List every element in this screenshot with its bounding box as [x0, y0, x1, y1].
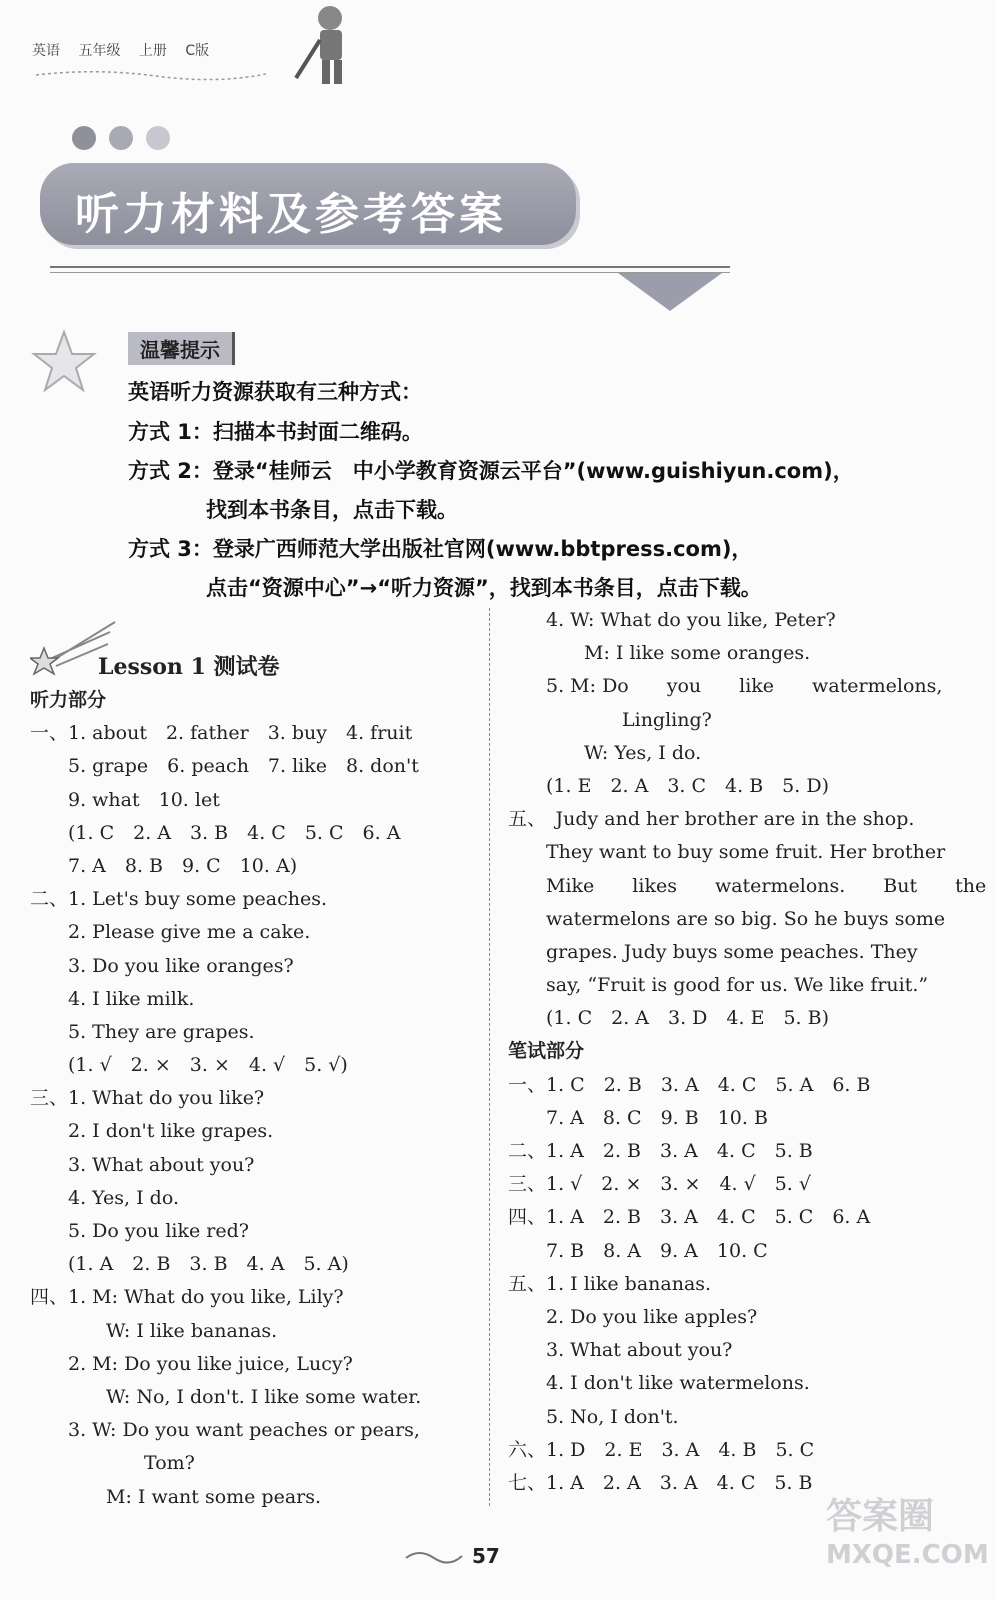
- answer-line: 4. W: What do you like, Peter?: [508, 609, 836, 631]
- answer-line: 7. A 8. C 9. B 10. B: [508, 1106, 768, 1129]
- answer-line: 4. I don't like watermelons.: [508, 1372, 810, 1395]
- tip-line: 方式 2：登录“桂师云 中小学教育资源云平台”(www.guishiyun.com)，: [128, 459, 854, 483]
- answer-line: (1. √ 2. × 3. × 4. √ 5. √): [30, 1054, 348, 1077]
- star-icon: [30, 328, 98, 396]
- answer-line: 一、1. about 2. father 3. buy 4. fruit: [30, 722, 413, 745]
- answer-line: 3. What about you?: [508, 1339, 733, 1362]
- answer-line: Mike likes watermelons. But the: [508, 874, 987, 897]
- right-answer-column: [508, 604, 987, 1500]
- answer-line: 4. I like milk.: [30, 987, 195, 1010]
- answer-line: W: No, I don't. I like some water.: [30, 1385, 422, 1408]
- answer-line: 五、1. I like bananas.: [508, 1272, 712, 1295]
- answer-line: 三、1. √ 2. × 3. × 4. √ 5. √: [508, 1173, 811, 1196]
- header-edition: C版: [185, 43, 210, 59]
- answer-line: 5. They are grapes.: [30, 1020, 255, 1043]
- answer-line: 三、1. What do you like?: [30, 1087, 265, 1110]
- answer-line: 2. M: Do you like juice, Lucy?: [30, 1352, 353, 1375]
- divider: [50, 266, 730, 268]
- sparkle-trail-icon: [36, 68, 266, 82]
- watermark: MXQE.COM: [826, 1540, 989, 1570]
- answer-line: 4. Yes, I do.: [30, 1186, 179, 1209]
- header-volume: 上册: [138, 43, 167, 59]
- tip-line: 找到本书条目，点击下载。: [206, 498, 458, 522]
- answer-line: watermelons are so big. So he buys some: [508, 907, 946, 930]
- watermark: 答案圈: [826, 1496, 935, 1537]
- answer-line: They want to buy some fruit. Her brother: [508, 841, 946, 864]
- running-header: [32, 40, 223, 60]
- answer-line: 六、1. D 2. E 3. A 4. B 5. C: [508, 1438, 815, 1461]
- section-heading: 笔试部分: [508, 1040, 585, 1063]
- lesson-title: Lesson 1 测试卷: [98, 654, 280, 680]
- page-title: 听力材料及参考答案: [75, 189, 507, 240]
- answer-line: Lingling?: [508, 708, 712, 731]
- tip-label: 温馨提示: [128, 332, 235, 365]
- left-answer-column: [30, 684, 480, 1514]
- answer-line: W: I like bananas.: [30, 1319, 278, 1342]
- answer-line: (1. E 2. A 3. C 4. B 5. D): [508, 774, 829, 797]
- answer-line: (1. C 2. A 3. B 4. C 5. C 6. A: [30, 821, 401, 844]
- answer-line: 7. B 8. A 9. A 10. C: [508, 1239, 768, 1262]
- answer-line: (1. A 2. B 3. B 4. A 5. A): [30, 1253, 349, 1276]
- answer-line: 四、1. M: What do you like, Lily?: [30, 1286, 344, 1309]
- answer-line: 3. Do you like oranges?: [30, 954, 294, 977]
- answer-line: M: I want some pears.: [30, 1485, 322, 1508]
- triangle-marker-icon: [618, 273, 722, 311]
- answer-line: 一、1. C 2. B 3. A 4. C 5. A 6. B: [508, 1073, 871, 1096]
- answer-line: 二、1. Let's buy some peaches.: [30, 888, 327, 911]
- answer-line: 2. Please give me a cake.: [30, 921, 311, 944]
- dot-icon: [109, 126, 133, 150]
- footer-ornament-icon: [404, 1546, 464, 1566]
- header-grade: 五年级: [78, 43, 121, 59]
- answer-line: 5. No, I don't.: [508, 1405, 679, 1428]
- decorative-dots: [72, 126, 178, 154]
- answer-line: 二、1. A 2. B 3. A 4. C 5. B: [508, 1140, 813, 1162]
- answer-line: 3. What about you?: [30, 1153, 255, 1176]
- tip-line: 英语听力资源获取有三种方式：: [128, 380, 422, 404]
- answer-line: 5. Do you like red?: [30, 1220, 249, 1242]
- answer-line: 5. M: Do you like watermelons,: [508, 675, 943, 698]
- tip-line: 点击“资源中心”→“听力资源”，找到本书条目，点击下载。: [206, 576, 762, 600]
- tip-line: 方式 3：登录广西师范大学出版社官网(www.bbtpress.com)，: [128, 537, 753, 561]
- tip-line: 方式 1：扫描本书封面二维码。: [128, 420, 423, 444]
- answer-line: (1. C 2. A 3. D 4. E 5. B): [508, 1007, 829, 1030]
- page-number: 57: [472, 1544, 500, 1568]
- answer-line: 2. Do you like apples?: [508, 1305, 758, 1328]
- section-heading: 听力部分: [30, 689, 107, 711]
- answer-line: 2. I don't like grapes.: [30, 1120, 274, 1143]
- answer-line: Tom?: [30, 1452, 195, 1475]
- answer-line: 3. W: Do you want peaches or pears,: [30, 1419, 420, 1442]
- answer-line: 四、1. A 2. B 3. A 4. C 5. C 6. A: [508, 1206, 871, 1229]
- dot-icon: [146, 126, 170, 150]
- answer-line: say, “Fruit is good for us. We like fruit.”: [508, 974, 929, 997]
- answer-line: M: I like some oranges.: [508, 642, 811, 665]
- answer-line: 9. what 10. let: [30, 788, 220, 811]
- answer-line: 5. grape 6. peach 7. like 8. don't: [30, 755, 419, 778]
- column-divider: [489, 608, 490, 1506]
- answer-line: 五、 Judy and her brother are in the shop.: [508, 808, 915, 831]
- dot-icon: [72, 126, 96, 150]
- answer-line: W: Yes, I do.: [508, 741, 702, 764]
- answer-line: 7. A 8. B 9. C 10. A): [30, 854, 298, 877]
- answer-line: 七、1. A 2. A 3. A 4. C 5. B: [508, 1471, 813, 1494]
- header-subject: 英语: [32, 43, 60, 59]
- child-illustration-icon: [290, 0, 360, 90]
- answer-line: grapes. Judy buys some peaches. They: [508, 940, 918, 963]
